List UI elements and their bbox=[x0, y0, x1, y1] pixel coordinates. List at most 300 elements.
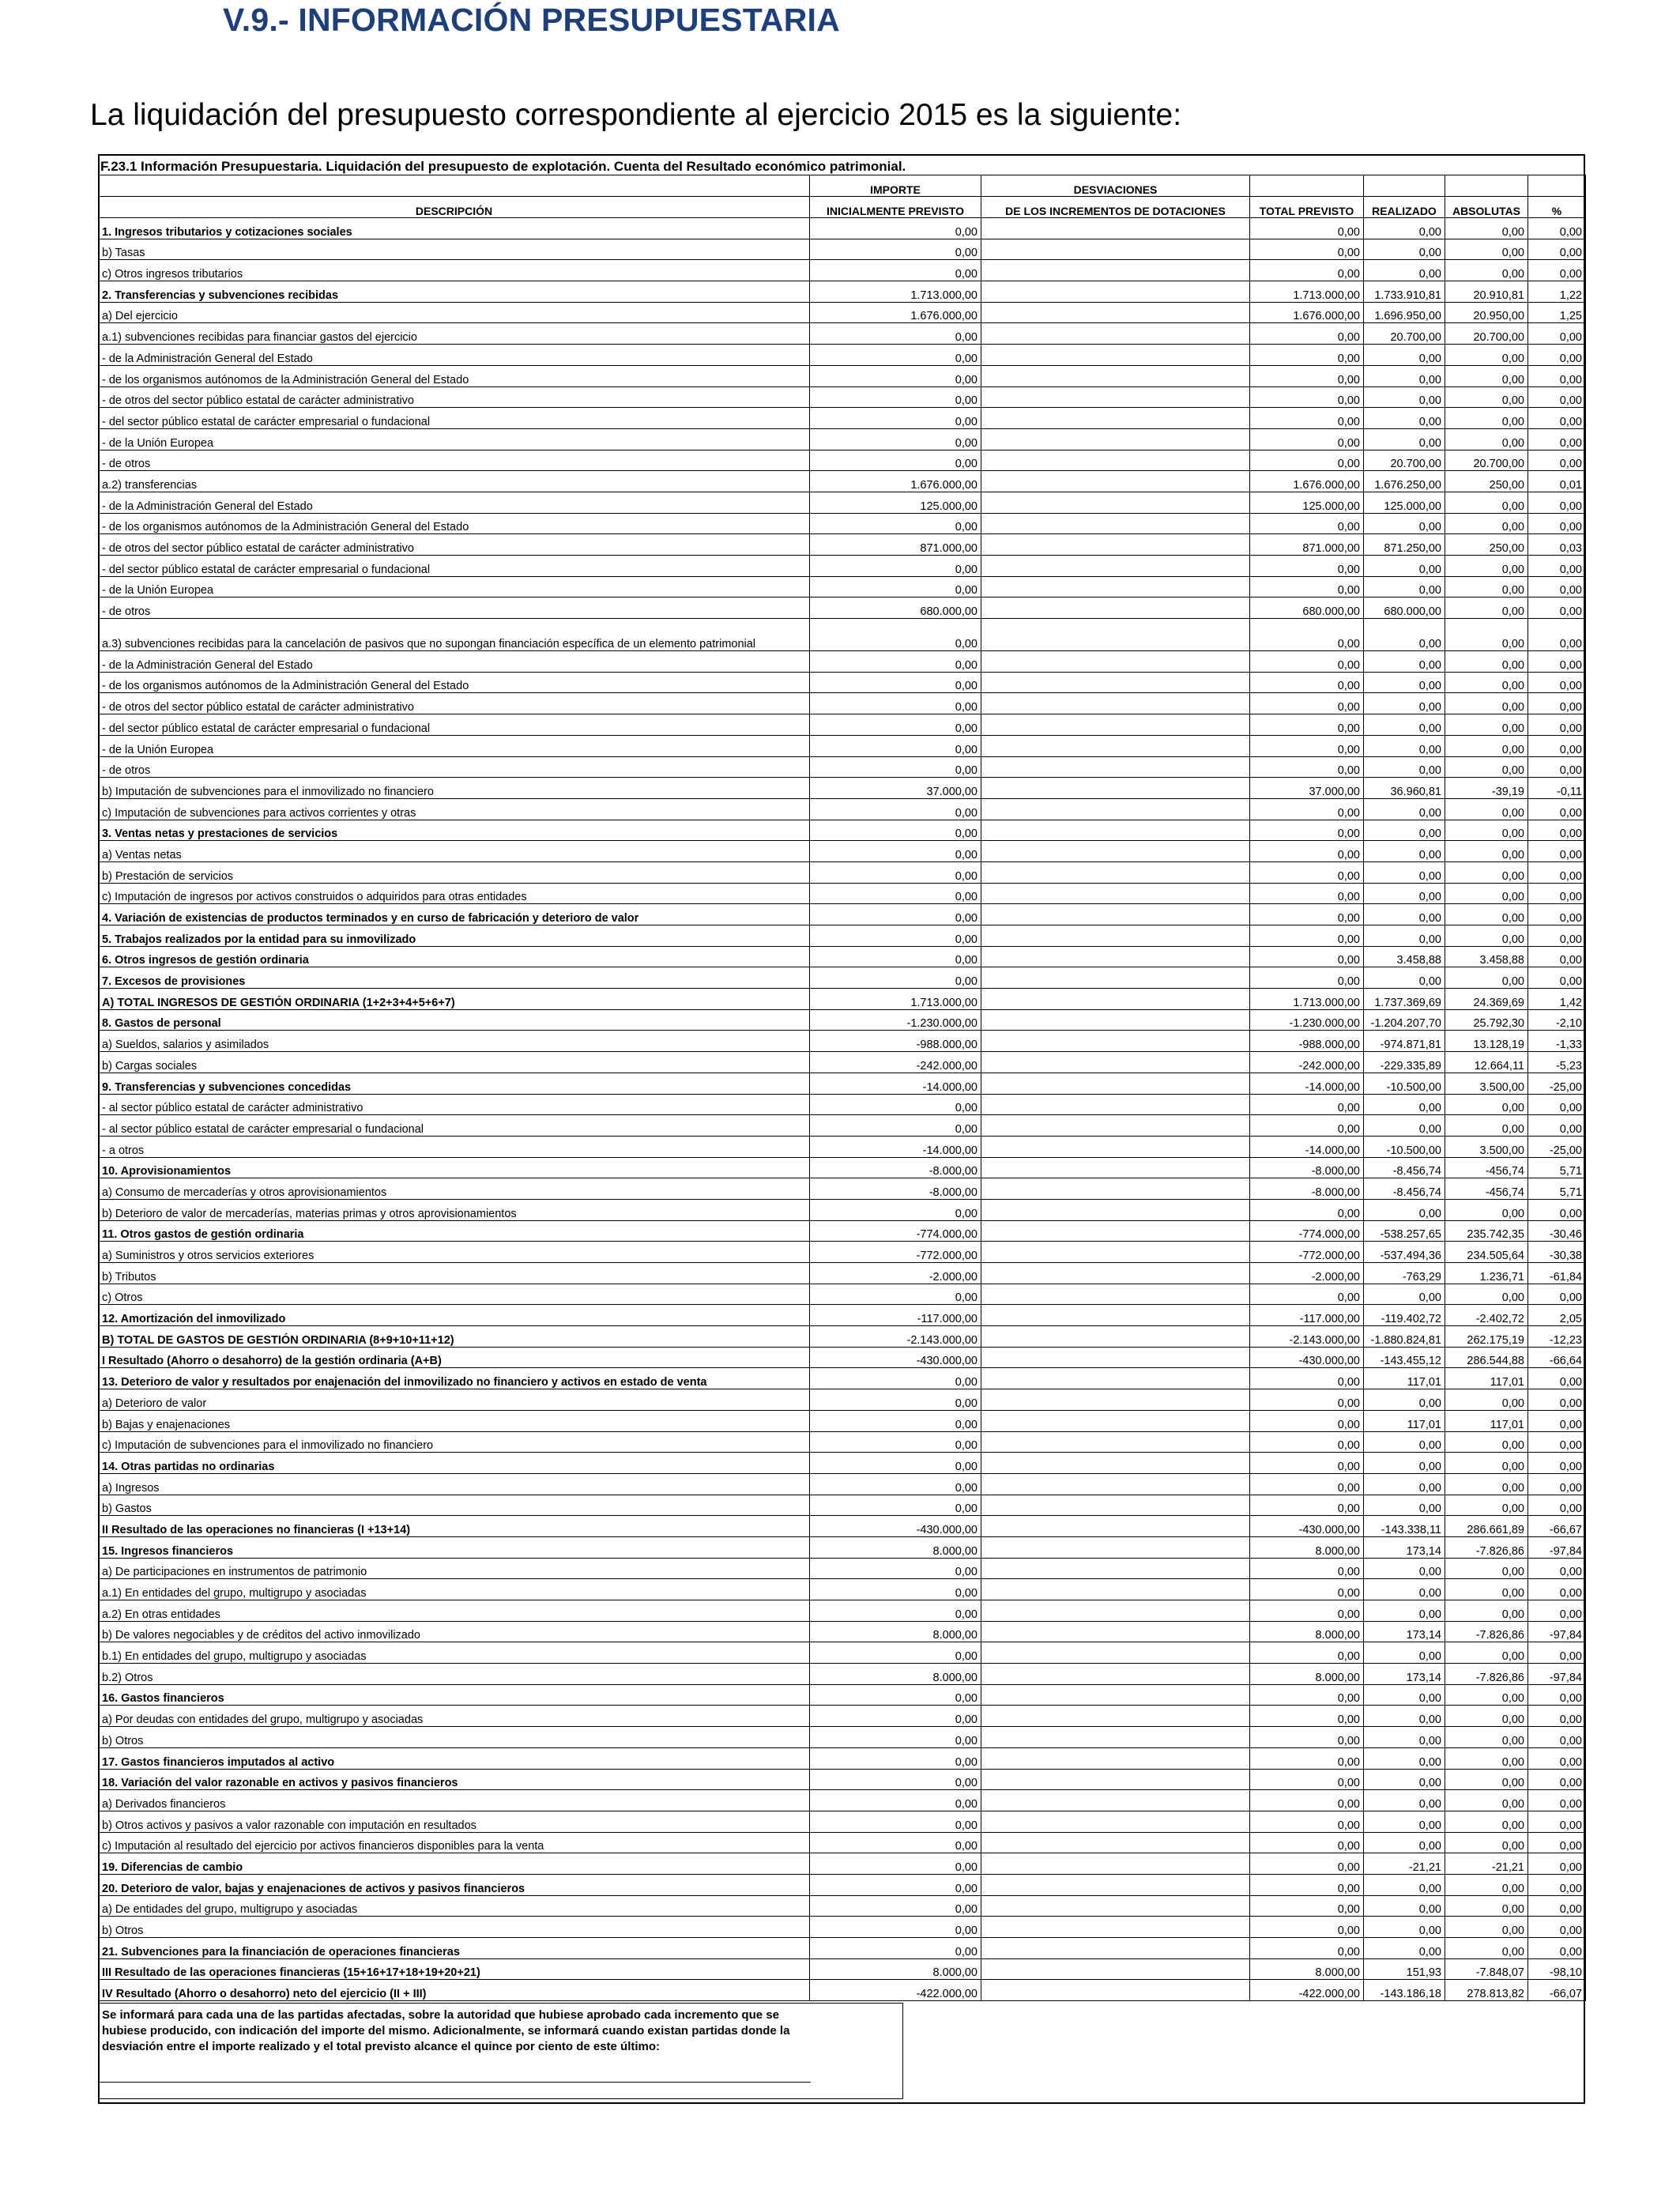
row-description: - a otros bbox=[99, 1136, 810, 1157]
row-description: - de la Unión Europea bbox=[99, 576, 810, 598]
table-row bbox=[99, 1178, 1586, 1200]
cell-inicialmente-previsto: 0,00 bbox=[810, 1579, 981, 1600]
row-description: A) TOTAL INGRESOS DE GESTIÓN ORDINARIA (1+2+3+4+5+6+7) bbox=[99, 989, 810, 1010]
cell-absolutas: 12.664,11 bbox=[1445, 1052, 1528, 1073]
table-row bbox=[99, 556, 1586, 577]
cell-total-previsto: 0,00 bbox=[1250, 820, 1364, 841]
cell-incrementos bbox=[981, 883, 1250, 904]
cell-total-previsto: 0,00 bbox=[1250, 1495, 1364, 1516]
table-row bbox=[99, 1706, 1586, 1727]
cell-realizado: 0,00 bbox=[1364, 841, 1445, 862]
cell-absolutas: -456,74 bbox=[1445, 1178, 1528, 1200]
cell-total-previsto: 0,00 bbox=[1250, 1747, 1364, 1769]
cell-incrementos bbox=[981, 820, 1250, 841]
cell-realizado: 0,00 bbox=[1364, 239, 1445, 260]
cell-total-previsto: 0,00 bbox=[1250, 1473, 1364, 1495]
cell-inicialmente-previsto: 0,00 bbox=[810, 1495, 981, 1516]
table-row bbox=[99, 989, 1586, 1010]
table-row bbox=[99, 1136, 1586, 1157]
cell-realizado: 36.960,81 bbox=[1364, 778, 1445, 799]
cell-total-previsto: 0,00 bbox=[1250, 619, 1364, 651]
row-description: c) Otros bbox=[99, 1284, 810, 1305]
cell-inicialmente-previsto: 0,00 bbox=[810, 239, 981, 260]
cell-incrementos bbox=[981, 1958, 1250, 1980]
cell-pct: -61,84 bbox=[1528, 1263, 1586, 1284]
table-row bbox=[99, 1895, 1586, 1917]
cell-inicialmente-previsto: 0,00 bbox=[810, 651, 981, 673]
cell-inicialmente-previsto: 0,00 bbox=[810, 1115, 981, 1137]
table-row bbox=[99, 1980, 1586, 2001]
cell-total-previsto: -2.000,00 bbox=[1250, 1263, 1364, 1284]
cell-total-previsto: 0,00 bbox=[1250, 1199, 1364, 1220]
cell-absolutas: 0,00 bbox=[1445, 651, 1528, 673]
cell-inicialmente-previsto: 0,00 bbox=[810, 513, 981, 534]
cell-absolutas: 0,00 bbox=[1445, 1389, 1528, 1411]
table-row bbox=[99, 1453, 1586, 1474]
cell-absolutas: -7.848,07 bbox=[1445, 1958, 1528, 1980]
cell-absolutas: 0,00 bbox=[1445, 619, 1528, 651]
cell-realizado: 0,00 bbox=[1364, 513, 1445, 534]
row-description: - del sector público estatal de carácter empresarial o fundacional bbox=[99, 714, 810, 736]
cell-pct: 0,03 bbox=[1528, 534, 1586, 556]
table-row bbox=[99, 798, 1586, 820]
cell-absolutas: 0,00 bbox=[1445, 1727, 1528, 1748]
cell-total-previsto: 37.000,00 bbox=[1250, 778, 1364, 799]
cell-realizado: -21,21 bbox=[1364, 1853, 1445, 1875]
row-description: b.1) En entidades del grupo, multigrupo y asociadas bbox=[99, 1642, 810, 1664]
cell-incrementos bbox=[981, 345, 1250, 366]
cell-realizado: 0,00 bbox=[1364, 1199, 1445, 1220]
table-row bbox=[99, 1938, 1586, 1959]
cell-absolutas: 0,00 bbox=[1445, 883, 1528, 904]
cell-absolutas: 0,00 bbox=[1445, 598, 1528, 619]
table-row bbox=[99, 1263, 1586, 1284]
row-description: a.3) subvenciones recibidas para la cancelación de pasivos que no supongan financiación específica de un elemento patrimonial bbox=[99, 619, 810, 651]
cell-incrementos bbox=[981, 1326, 1250, 1348]
cell-realizado: 0,00 bbox=[1364, 1874, 1445, 1895]
cell-absolutas: 0,00 bbox=[1445, 1895, 1528, 1917]
table-row bbox=[99, 925, 1586, 947]
cell-incrementos bbox=[981, 714, 1250, 736]
cell-realizado: 0,00 bbox=[1364, 861, 1445, 883]
cell-realizado: 0,00 bbox=[1364, 345, 1445, 366]
cell-total-previsto: 8.000,00 bbox=[1250, 1621, 1364, 1642]
cell-inicialmente-previsto: 0,00 bbox=[810, 1895, 981, 1917]
cell-pct: -2,10 bbox=[1528, 1009, 1586, 1031]
table-row bbox=[99, 619, 1586, 651]
cell-realizado: 0,00 bbox=[1364, 883, 1445, 904]
table-row bbox=[99, 1072, 1586, 1094]
row-description: 6. Otros ingresos de gestión ordinaria bbox=[99, 946, 810, 967]
note-divider bbox=[98, 2082, 811, 2083]
row-description: b) Bajas y enajenaciones bbox=[99, 1410, 810, 1431]
cell-absolutas: 0,00 bbox=[1445, 1600, 1528, 1622]
cell-absolutas: 0,00 bbox=[1445, 1115, 1528, 1137]
cell-incrementos bbox=[981, 576, 1250, 598]
cell-inicialmente-previsto: 0,00 bbox=[810, 841, 981, 862]
row-description: b) Otros bbox=[99, 1917, 810, 1938]
cell-pct: -66,64 bbox=[1528, 1347, 1586, 1368]
cell-realizado: 0,00 bbox=[1364, 1706, 1445, 1727]
cell-incrementos bbox=[981, 904, 1250, 925]
cell-inicialmente-previsto: 0,00 bbox=[810, 619, 981, 651]
row-description: 21. Subvenciones para la financiación de operaciones financieras bbox=[99, 1938, 810, 1959]
cell-incrementos bbox=[981, 365, 1250, 386]
cell-total-previsto: 0,00 bbox=[1250, 925, 1364, 947]
table-body bbox=[99, 218, 1586, 2001]
cell-realizado: 0,00 bbox=[1364, 1895, 1445, 1917]
cell-inicialmente-previsto: 0,00 bbox=[810, 1389, 981, 1411]
cell-incrementos bbox=[981, 1917, 1250, 1938]
cell-absolutas: -456,74 bbox=[1445, 1157, 1528, 1178]
cell-total-previsto: 0,00 bbox=[1250, 1790, 1364, 1811]
cell-total-previsto: 0,00 bbox=[1250, 513, 1364, 534]
cell-pct: 0,00 bbox=[1528, 1811, 1586, 1832]
cell-absolutas: 286.661,89 bbox=[1445, 1516, 1528, 1537]
cell-total-previsto: 0,00 bbox=[1250, 1094, 1364, 1115]
table-row bbox=[99, 1094, 1586, 1115]
cell-realizado: 0,00 bbox=[1364, 756, 1445, 778]
cell-inicialmente-previsto: -2.143.000,00 bbox=[810, 1326, 981, 1348]
cell-absolutas: 0,00 bbox=[1445, 239, 1528, 260]
row-description: b) Otros activos y pasivos a valor razonable con imputación en resultados bbox=[99, 1811, 810, 1832]
header-inicialmente-previsto: INICIALMENTE PREVISTO bbox=[810, 197, 981, 218]
cell-incrementos bbox=[981, 1009, 1250, 1031]
row-description: 18. Variación del valor razonable en activos y pasivos financieros bbox=[99, 1769, 810, 1790]
cell-total-previsto: 1.713.000,00 bbox=[1250, 989, 1364, 1010]
cell-absolutas: -2.402,72 bbox=[1445, 1305, 1528, 1326]
cell-incrementos bbox=[981, 1199, 1250, 1220]
cell-realizado: 0,00 bbox=[1364, 1832, 1445, 1853]
cell-realizado: 0,00 bbox=[1364, 1747, 1445, 1769]
cell-total-previsto: -422.000,00 bbox=[1250, 1980, 1364, 2001]
cell-absolutas: 235.742,35 bbox=[1445, 1220, 1528, 1242]
cell-pct: 0,00 bbox=[1528, 1874, 1586, 1895]
cell-inicialmente-previsto: -774.000,00 bbox=[810, 1220, 981, 1242]
cell-pct: -30,46 bbox=[1528, 1220, 1586, 1242]
table-row bbox=[99, 428, 1586, 450]
cell-incrementos bbox=[981, 1031, 1250, 1052]
table-row bbox=[99, 1853, 1586, 1875]
cell-absolutas: 117,01 bbox=[1445, 1368, 1528, 1389]
cell-absolutas: 0,00 bbox=[1445, 841, 1528, 862]
cell-incrementos bbox=[981, 1410, 1250, 1431]
cell-absolutas: 0,00 bbox=[1445, 1453, 1528, 1474]
cell-realizado: 0,00 bbox=[1364, 925, 1445, 947]
cell-inicialmente-previsto: 0,00 bbox=[810, 1473, 981, 1495]
cell-total-previsto: 8.000,00 bbox=[1250, 1958, 1364, 1980]
cell-incrementos bbox=[981, 735, 1250, 756]
cell-realizado: 871.250,00 bbox=[1364, 534, 1445, 556]
cell-pct: 0,00 bbox=[1528, 239, 1586, 260]
cell-total-previsto: 1.676.000,00 bbox=[1250, 302, 1364, 323]
cell-absolutas: 0,00 bbox=[1445, 1706, 1528, 1727]
cell-inicialmente-previsto: 0,00 bbox=[810, 820, 981, 841]
table-row bbox=[99, 735, 1586, 756]
cell-absolutas: -7.826,86 bbox=[1445, 1536, 1528, 1558]
cell-realizado: 0,00 bbox=[1364, 260, 1445, 281]
row-description: b.2) Otros bbox=[99, 1664, 810, 1685]
row-description: 12. Amortización del inmovilizado bbox=[99, 1305, 810, 1326]
cell-pct: 5,71 bbox=[1528, 1157, 1586, 1178]
row-description: IV Resultado (Ahorro o desahorro) neto del ejercicio (II + III) bbox=[99, 1980, 810, 2001]
cell-pct: 0,00 bbox=[1528, 925, 1586, 947]
cell-incrementos bbox=[981, 1368, 1250, 1389]
cell-incrementos bbox=[981, 1895, 1250, 1917]
cell-realizado: 0,00 bbox=[1364, 1431, 1445, 1453]
row-description: - del sector público estatal de carácter empresarial o fundacional bbox=[99, 556, 810, 577]
cell-total-previsto: -772.000,00 bbox=[1250, 1242, 1364, 1263]
table-row bbox=[99, 1305, 1586, 1326]
row-description: a) De participaciones en instrumentos de patrimonio bbox=[99, 1558, 810, 1579]
cell-total-previsto: 125.000,00 bbox=[1250, 492, 1364, 513]
cell-inicialmente-previsto: 0,00 bbox=[810, 260, 981, 281]
cell-inicialmente-previsto: 0,00 bbox=[810, 1600, 981, 1622]
cell-pct: -0,11 bbox=[1528, 778, 1586, 799]
cell-absolutas: 0,00 bbox=[1445, 260, 1528, 281]
cell-realizado: -143.338,11 bbox=[1364, 1516, 1445, 1537]
cell-total-previsto: -8.000,00 bbox=[1250, 1157, 1364, 1178]
cell-incrementos bbox=[981, 1536, 1250, 1558]
cell-pct: 0,00 bbox=[1528, 1895, 1586, 1917]
cell-realizado: 0,00 bbox=[1364, 1473, 1445, 1495]
row-description: b) Prestación de servicios bbox=[99, 861, 810, 883]
row-description: - de los organismos autónomos de la Administración General del Estado bbox=[99, 672, 810, 693]
cell-realizado: 173,14 bbox=[1364, 1621, 1445, 1642]
cell-realizado: 0,00 bbox=[1364, 1579, 1445, 1600]
cell-pct: 0,00 bbox=[1528, 841, 1586, 862]
cell-incrementos bbox=[981, 260, 1250, 281]
cell-realizado: -8.456,74 bbox=[1364, 1157, 1445, 1178]
table-row bbox=[99, 1832, 1586, 1853]
cell-inicialmente-previsto: 0,00 bbox=[810, 386, 981, 408]
cell-realizado: -229.335,89 bbox=[1364, 1052, 1445, 1073]
cell-total-previsto: -2.143.000,00 bbox=[1250, 1326, 1364, 1348]
cell-realizado: 0,00 bbox=[1364, 1917, 1445, 1938]
cell-absolutas: 1.236,71 bbox=[1445, 1263, 1528, 1284]
cell-pct: 0,00 bbox=[1528, 1769, 1586, 1790]
intro-text: La liquidación del presupuesto correspondiente al ejercicio 2015 es la siguiente: bbox=[90, 98, 1182, 132]
row-description: 17. Gastos financieros imputados al activo bbox=[99, 1747, 810, 1769]
row-description: 16. Gastos financieros bbox=[99, 1684, 810, 1706]
cell-pct: 0,00 bbox=[1528, 798, 1586, 820]
cell-incrementos bbox=[981, 1769, 1250, 1790]
row-description: B) TOTAL DE GASTOS DE GESTIÓN ORDINARIA (8+9+10+11+12) bbox=[99, 1326, 810, 1348]
cell-absolutas: 3.500,00 bbox=[1445, 1072, 1528, 1094]
row-description: a.2) En otras entidades bbox=[99, 1600, 810, 1622]
cell-pct: 0,00 bbox=[1528, 1642, 1586, 1664]
cell-pct: 0,00 bbox=[1528, 1115, 1586, 1137]
cell-inicialmente-previsto: 1.676.000,00 bbox=[810, 471, 981, 492]
row-description: a.1) En entidades del grupo, multigrupo y asociadas bbox=[99, 1579, 810, 1600]
cell-pct: 0,00 bbox=[1528, 1094, 1586, 1115]
cell-incrementos bbox=[981, 492, 1250, 513]
row-description: - de la Administración General del Estado bbox=[99, 345, 810, 366]
cell-total-previsto: 0,00 bbox=[1250, 576, 1364, 598]
row-description: 8. Gastos de personal bbox=[99, 1009, 810, 1031]
cell-inicialmente-previsto: 0,00 bbox=[810, 1684, 981, 1706]
cell-absolutas: 24.369,69 bbox=[1445, 989, 1528, 1010]
cell-realizado: -10.500,00 bbox=[1364, 1072, 1445, 1094]
cell-absolutas: 0,00 bbox=[1445, 820, 1528, 841]
cell-inicialmente-previsto: 0,00 bbox=[810, 1853, 981, 1875]
cell-pct: 0,00 bbox=[1528, 386, 1586, 408]
cell-inicialmente-previsto: 0,00 bbox=[810, 218, 981, 239]
cell-incrementos bbox=[981, 1347, 1250, 1368]
cell-pct: -97,84 bbox=[1528, 1536, 1586, 1558]
cell-incrementos bbox=[981, 1938, 1250, 1959]
cell-total-previsto: 0,00 bbox=[1250, 386, 1364, 408]
table-row bbox=[99, 323, 1586, 345]
cell-pct: 0,00 bbox=[1528, 428, 1586, 450]
cell-absolutas: 117,01 bbox=[1445, 1410, 1528, 1431]
cell-total-previsto: 0,00 bbox=[1250, 408, 1364, 429]
cell-absolutas: 0,00 bbox=[1445, 1199, 1528, 1220]
cell-pct: 0,00 bbox=[1528, 1368, 1586, 1389]
row-description: c) Imputación de subvenciones para activos corrientes y otras bbox=[99, 798, 810, 820]
cell-inicialmente-previsto: 0,00 bbox=[810, 576, 981, 598]
cell-inicialmente-previsto: -8.000,00 bbox=[810, 1178, 981, 1200]
table-row bbox=[99, 1284, 1586, 1305]
row-description: - al sector público estatal de carácter empresarial o fundacional bbox=[99, 1115, 810, 1137]
cell-incrementos bbox=[981, 989, 1250, 1010]
cell-incrementos bbox=[981, 1389, 1250, 1411]
cell-pct: -97,84 bbox=[1528, 1621, 1586, 1642]
cell-absolutas: 0,00 bbox=[1445, 693, 1528, 714]
cell-absolutas: 0,00 bbox=[1445, 1938, 1528, 1959]
table-row bbox=[99, 1220, 1586, 1242]
table-row bbox=[99, 714, 1586, 736]
cell-inicialmente-previsto: 1.676.000,00 bbox=[810, 302, 981, 323]
cell-inicialmente-previsto: 0,00 bbox=[810, 714, 981, 736]
row-description: 13. Deterioro de valor y resultados por enajenación del inmovilizado no financiero y activos en estado de venta bbox=[99, 1368, 810, 1389]
table-row bbox=[99, 1368, 1586, 1389]
row-description: 3. Ventas netas y prestaciones de servicios bbox=[99, 820, 810, 841]
cell-inicialmente-previsto: 0,00 bbox=[810, 904, 981, 925]
cell-absolutas: 0,00 bbox=[1445, 735, 1528, 756]
cell-incrementos bbox=[981, 1874, 1250, 1895]
cell-realizado: 117,01 bbox=[1364, 1410, 1445, 1431]
cell-inicialmente-previsto: -8.000,00 bbox=[810, 1157, 981, 1178]
table-row bbox=[99, 1031, 1586, 1052]
table-row bbox=[99, 883, 1586, 904]
cell-total-previsto: 1.676.000,00 bbox=[1250, 471, 1364, 492]
cell-incrementos bbox=[981, 1220, 1250, 1242]
cell-pct: 0,00 bbox=[1528, 1473, 1586, 1495]
cell-inicialmente-previsto: -988.000,00 bbox=[810, 1031, 981, 1052]
cell-pct: 0,00 bbox=[1528, 1389, 1586, 1411]
table-row bbox=[99, 1684, 1586, 1706]
cell-pct: -25,00 bbox=[1528, 1136, 1586, 1157]
table-row bbox=[99, 1389, 1586, 1411]
cell-pct: -97,84 bbox=[1528, 1664, 1586, 1685]
table-row bbox=[99, 841, 1586, 862]
cell-incrementos bbox=[981, 1747, 1250, 1769]
cell-incrementos bbox=[981, 1094, 1250, 1115]
header-row-1 bbox=[99, 175, 1586, 197]
cell-absolutas: 262.175,19 bbox=[1445, 1326, 1528, 1348]
cell-pct: 0,00 bbox=[1528, 576, 1586, 598]
cell-total-previsto: 0,00 bbox=[1250, 1895, 1364, 1917]
row-description: - del sector público estatal de carácter empresarial o fundacional bbox=[99, 408, 810, 429]
cell-inicialmente-previsto: -14.000,00 bbox=[810, 1136, 981, 1157]
cell-incrementos bbox=[981, 1473, 1250, 1495]
cell-incrementos bbox=[981, 1642, 1250, 1664]
table-row bbox=[99, 1811, 1586, 1832]
cell-absolutas: 20.700,00 bbox=[1445, 323, 1528, 345]
cell-inicialmente-previsto: 680.000,00 bbox=[810, 598, 981, 619]
cell-realizado: 0,00 bbox=[1364, 1453, 1445, 1474]
cell-absolutas: 0,00 bbox=[1445, 672, 1528, 693]
table-row bbox=[99, 861, 1586, 883]
cell-realizado: 0,00 bbox=[1364, 1642, 1445, 1664]
cell-inicialmente-previsto: 0,00 bbox=[810, 1769, 981, 1790]
cell-incrementos bbox=[981, 798, 1250, 820]
cell-absolutas: 0,00 bbox=[1445, 408, 1528, 429]
cell-absolutas: 250,00 bbox=[1445, 534, 1528, 556]
header-blank bbox=[99, 175, 810, 197]
cell-pct: 0,00 bbox=[1528, 1790, 1586, 1811]
table-row bbox=[99, 1579, 1586, 1600]
cell-absolutas: 0,00 bbox=[1445, 1811, 1528, 1832]
table-row bbox=[99, 302, 1586, 323]
row-description: c) Otros ingresos tributarios bbox=[99, 260, 810, 281]
cell-realizado: 0,00 bbox=[1364, 1684, 1445, 1706]
cell-total-previsto: 0,00 bbox=[1250, 1579, 1364, 1600]
cell-pct: 0,00 bbox=[1528, 1495, 1586, 1516]
table-row bbox=[99, 1727, 1586, 1748]
cell-incrementos bbox=[981, 239, 1250, 260]
row-description: a) Ventas netas bbox=[99, 841, 810, 862]
cell-realizado: 0,00 bbox=[1364, 798, 1445, 820]
cell-absolutas: 0,00 bbox=[1445, 1558, 1528, 1579]
cell-incrementos bbox=[981, 1684, 1250, 1706]
table-row bbox=[99, 576, 1586, 598]
cell-total-previsto: 0,00 bbox=[1250, 1917, 1364, 1938]
cell-pct: 0,00 bbox=[1528, 883, 1586, 904]
cell-pct: 0,00 bbox=[1528, 693, 1586, 714]
row-description: b) Gastos bbox=[99, 1495, 810, 1516]
cell-pct: -98,10 bbox=[1528, 1958, 1586, 1980]
cell-total-previsto: 0,00 bbox=[1250, 1558, 1364, 1579]
table-row bbox=[99, 946, 1586, 967]
cell-inicialmente-previsto: 0,00 bbox=[810, 1410, 981, 1431]
cell-pct: 0,00 bbox=[1528, 1579, 1586, 1600]
cell-absolutas: -21,21 bbox=[1445, 1853, 1528, 1875]
cell-pct: 0,00 bbox=[1528, 408, 1586, 429]
table-row bbox=[99, 1790, 1586, 1811]
cell-pct: 0,00 bbox=[1528, 1706, 1586, 1727]
cell-realizado: 0,00 bbox=[1364, 1600, 1445, 1622]
cell-absolutas: 0,00 bbox=[1445, 904, 1528, 925]
cell-realizado: -974.871,81 bbox=[1364, 1031, 1445, 1052]
cell-total-previsto: -8.000,00 bbox=[1250, 1178, 1364, 1200]
cell-inicialmente-previsto: 0,00 bbox=[810, 1368, 981, 1389]
cell-total-previsto: 0,00 bbox=[1250, 365, 1364, 386]
cell-incrementos bbox=[981, 1980, 1250, 2001]
table-row bbox=[99, 1917, 1586, 1938]
cell-realizado: 0,00 bbox=[1364, 1938, 1445, 1959]
table-row bbox=[99, 1431, 1586, 1453]
table-row bbox=[99, 1199, 1586, 1220]
row-description: - de otros del sector público estatal de carácter administrativo bbox=[99, 534, 810, 556]
cell-absolutas: 0,00 bbox=[1445, 1579, 1528, 1600]
cell-pct: 0,00 bbox=[1528, 365, 1586, 386]
cell-incrementos bbox=[981, 1706, 1250, 1727]
table-row bbox=[99, 967, 1586, 989]
cell-incrementos bbox=[981, 693, 1250, 714]
cell-total-previsto: 0,00 bbox=[1250, 1453, 1364, 1474]
